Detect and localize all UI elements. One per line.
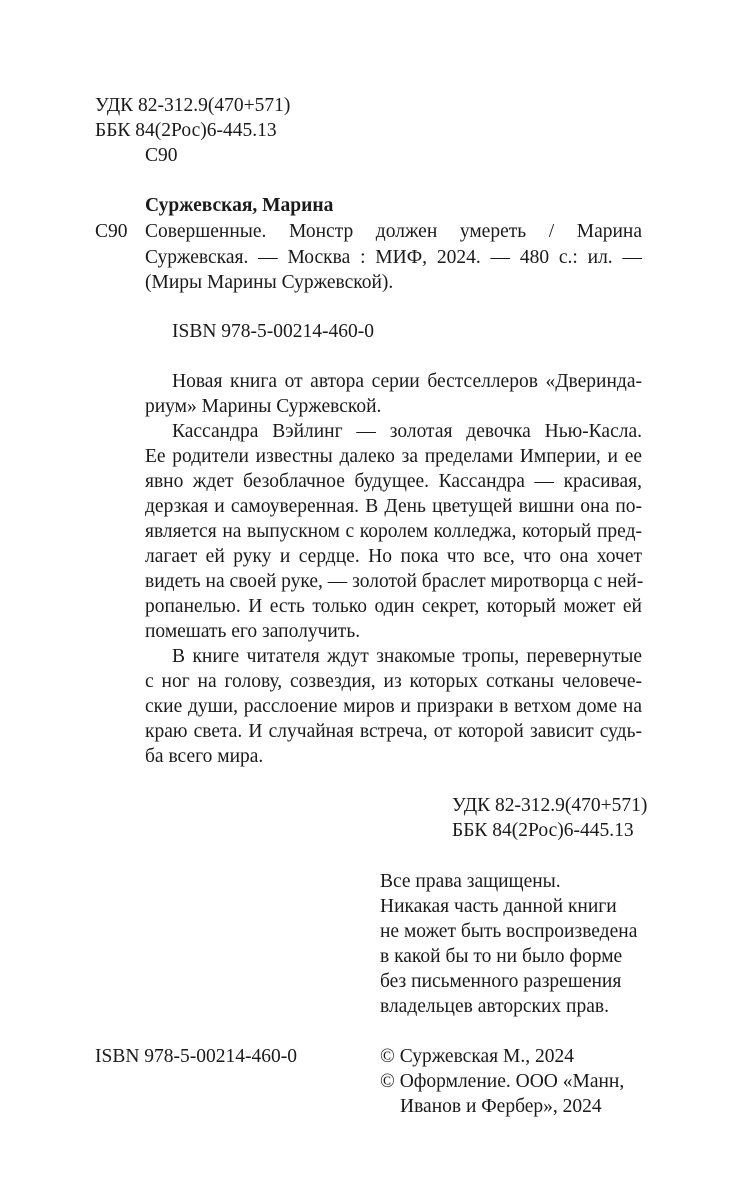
annotation-line: дерзкая и самоуверенная. В День цветущей вишни она по- — [145, 496, 642, 517]
header-udk: УДК 82-312.9(470+571) — [95, 95, 291, 116]
rights-line: Никакая часть данной книги — [380, 896, 617, 917]
rights-line: не может быть воспроизведена — [380, 921, 638, 942]
annotation-line: видеть на своей руке, — золотой браслет миротворца с ней- — [145, 571, 644, 592]
record-author-heading: Суржевская, Марина — [145, 195, 334, 216]
classification-bbk: ББК 84(2Рос)6-445.13 — [452, 820, 634, 841]
rights-line: Все права защищены. — [380, 871, 561, 892]
annotation-line: Новая книга от автора серии бестселлеров «Дверинда- — [172, 371, 642, 392]
record-isbn: ISBN 978-5-00214-460-0 — [172, 321, 375, 342]
annotation-line: Ее родители известны далеко за пределами Империи, и ее — [145, 446, 642, 467]
annotation-line: ские души, расслоение миров и призраки в ветхом доме на — [145, 696, 642, 717]
record-title-line: Суржевская. — Москва : МИФ, 2024. — 480 с.: ил. — — [145, 247, 642, 268]
record-author-code: С90 — [95, 221, 128, 242]
rights-line: в какой бы то ни было форме — [380, 946, 623, 967]
annotation-line: краю света. И случайная встреча, от которой зависит судь- — [145, 721, 642, 742]
rights-line: владельцев авторских прав. — [380, 996, 609, 1017]
annotation-line: является на выпускном с королем колледжа, который пред- — [145, 521, 642, 542]
record-title-line: (Миры Марины Суржевской). — [145, 272, 394, 293]
footer-isbn: ISBN 978-5-00214-460-0 — [95, 1046, 298, 1067]
annotation-line: риум» Марины Суржевской. — [145, 396, 382, 417]
annotation-line: Кассандра Вэйлинг — золотая девочка Нью-Касла. — [172, 421, 642, 442]
header-author-code: С90 — [145, 145, 178, 166]
rights-line: без письменного разрешения — [380, 971, 622, 992]
classification-udk: УДК 82-312.9(470+571) — [452, 795, 648, 816]
copyright-line: © Суржевская М., 2024 — [380, 1046, 574, 1067]
annotation-line: явно ждет безоблачное будущее. Кассандра — красивая, — [145, 471, 642, 492]
annotation-line: ба всего мира. — [145, 746, 264, 767]
copyright-line: Иванов и Фербер», 2024 — [400, 1096, 602, 1117]
annotation-line: ропанелью. И есть только один секрет, который может ей — [145, 596, 642, 617]
annotation-line: помешать его заполучить. — [145, 621, 361, 642]
header-bbk: ББК 84(2Рос)6-445.13 — [95, 120, 277, 141]
copyright-line: © Оформление. ООО «Манн, — [380, 1071, 625, 1092]
annotation-line: В книге читателя ждут знакомые тропы, перевернутые — [172, 646, 642, 667]
record-title-line: Совершенные. Монстр должен умереть / Марина — [145, 221, 642, 242]
annotation-line: лагает ей руку и сердце. Но пока что все, что она хочет — [145, 546, 642, 567]
annotation-line: с ног на голову, созвездия, из которых сотканы человече- — [145, 671, 642, 692]
